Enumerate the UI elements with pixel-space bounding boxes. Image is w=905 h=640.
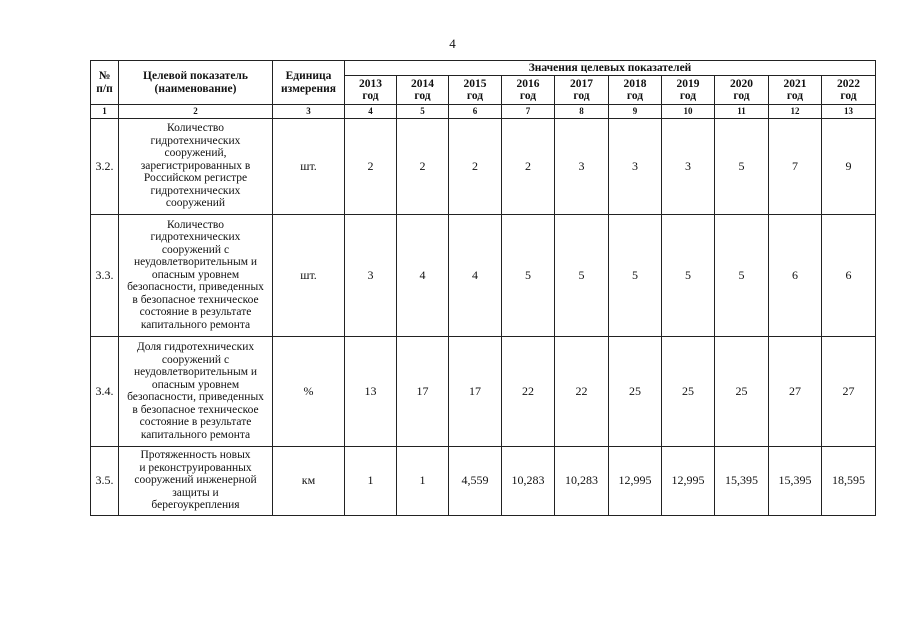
row-indicator: Доля гидротехнических сооружений с неудовлетворительным и опасным уровнем безопасности, приведенных в безопасное техническое состояние в результате капитального ремонта (119, 336, 273, 446)
row-value: 2 (397, 118, 449, 214)
column-number: 10 (662, 105, 715, 119)
row-value: 4 (449, 214, 502, 336)
row-number: 3.4. (91, 336, 119, 446)
row-value: 7 (769, 118, 822, 214)
row-value: 5 (609, 214, 662, 336)
row-value: 15,395 (715, 446, 769, 515)
header-year: 2022 год (822, 76, 876, 105)
row-value: 22 (555, 336, 609, 446)
row-value: 18,595 (822, 446, 876, 515)
row-value: 6 (769, 214, 822, 336)
row-value: 3 (609, 118, 662, 214)
column-number: 7 (502, 105, 555, 119)
row-value: 5 (715, 118, 769, 214)
header-year: 2014 год (397, 76, 449, 105)
header-unit: Единица измерения (273, 61, 345, 105)
row-number: 3.3. (91, 214, 119, 336)
table-row (91, 446, 876, 515)
row-value: 4,559 (449, 446, 502, 515)
header-year: 2016 год (502, 76, 555, 105)
row-value: 9 (822, 118, 876, 214)
target-indicators-table (90, 60, 876, 516)
row-unit: км (273, 446, 345, 515)
header-year: 2019 год (662, 76, 715, 105)
row-value: 27 (822, 336, 876, 446)
header-year: 2013 год (345, 76, 397, 105)
row-value: 3 (555, 118, 609, 214)
row-value: 27 (769, 336, 822, 446)
row-value: 4 (397, 214, 449, 336)
table-row (91, 214, 876, 336)
row-value: 25 (609, 336, 662, 446)
row-value: 3 (662, 118, 715, 214)
column-number: 5 (397, 105, 449, 119)
row-value: 5 (555, 214, 609, 336)
header-values-group: Значения целевых показателей (345, 61, 876, 76)
column-number: 3 (273, 105, 345, 119)
row-value: 10,283 (502, 446, 555, 515)
row-indicator: Количество гидротехнических сооружений, зарегистрированных в Российском регистре гидротехнических сооружений (119, 118, 273, 214)
row-value: 5 (662, 214, 715, 336)
row-value: 5 (715, 214, 769, 336)
row-number: 3.5. (91, 446, 119, 515)
row-value: 3 (345, 214, 397, 336)
header-num: № п/п (91, 61, 119, 105)
row-value: 5 (502, 214, 555, 336)
row-value: 25 (662, 336, 715, 446)
row-value: 1 (397, 446, 449, 515)
row-value: 12,995 (662, 446, 715, 515)
column-number: 4 (345, 105, 397, 119)
page-number: 4 (449, 36, 456, 51)
column-number: 1 (91, 105, 119, 119)
row-indicator: Протяженность новых и реконструированных сооружений инженерной защиты и берегоукрепления (119, 446, 273, 515)
row-value: 17 (449, 336, 502, 446)
header-year: 2021 год (769, 76, 822, 105)
row-value: 2 (345, 118, 397, 214)
header-indicator: Целевой показатель (наименование) (119, 61, 273, 105)
row-value: 6 (822, 214, 876, 336)
row-value: 22 (502, 336, 555, 446)
row-value: 13 (345, 336, 397, 446)
row-value: 15,395 (769, 446, 822, 515)
column-number: 8 (555, 105, 609, 119)
table-row (91, 336, 876, 446)
column-number: 2 (119, 105, 273, 119)
column-number: 12 (769, 105, 822, 119)
row-unit: шт. (273, 214, 345, 336)
row-number: 3.2. (91, 118, 119, 214)
column-number: 6 (449, 105, 502, 119)
row-value: 1 (345, 446, 397, 515)
column-number-row (91, 105, 876, 119)
row-unit: шт. (273, 118, 345, 214)
row-unit: % (273, 336, 345, 446)
row-value: 2 (502, 118, 555, 214)
row-value: 25 (715, 336, 769, 446)
column-number: 11 (715, 105, 769, 119)
row-value: 12,995 (609, 446, 662, 515)
header-year: 2018 год (609, 76, 662, 105)
header-year: 2020 год (715, 76, 769, 105)
row-value: 10,283 (555, 446, 609, 515)
table-row (91, 118, 876, 214)
column-number: 13 (822, 105, 876, 119)
row-value: 17 (397, 336, 449, 446)
row-indicator: Количество гидротехнических сооружений с неудовлетворительным и опасным уровнем безопасности, приведенных в безопасное техническое состояние в результате капитального ремонта (119, 214, 273, 336)
header-year: 2015 год (449, 76, 502, 105)
column-number: 9 (609, 105, 662, 119)
header-year: 2017 год (555, 76, 609, 105)
row-value: 2 (449, 118, 502, 214)
